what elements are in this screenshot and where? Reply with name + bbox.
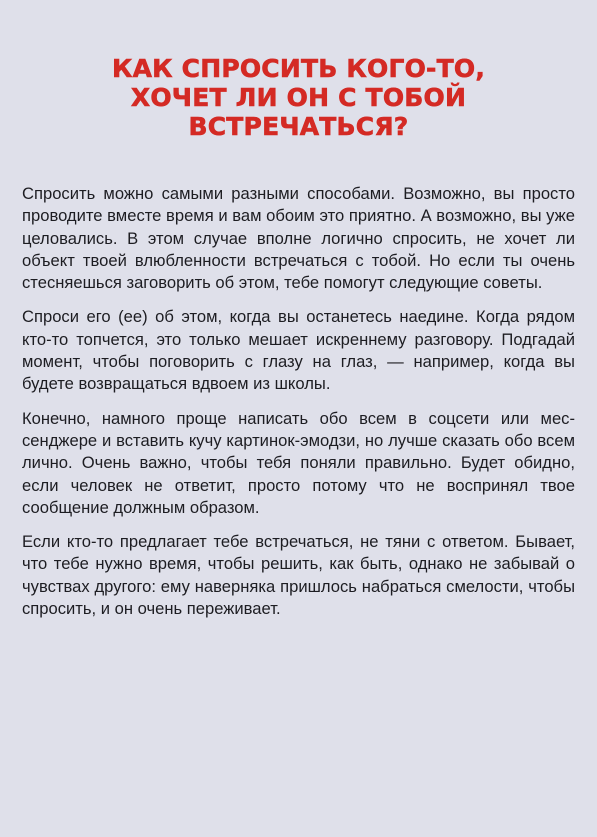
article-title-line-1: КАК СПРОСИТЬ КОГО-ТО, bbox=[111, 54, 486, 83]
article-title-line-2: ХОЧЕТ ЛИ ОН С ТОБОЙ bbox=[130, 83, 467, 112]
paragraph-2: Спроси его (ее) об этом, когда вы останетесь наедине. Когда рядом кто-то топчется, это только мешает искреннему разговору. Подгадай момент, чтобы поговорить с глазу на глаз, — например, когда вы будете возвращаться вдвоем из школы. bbox=[22, 307, 575, 394]
article-title-line-3: ВСТРЕЧАТЬСЯ? bbox=[188, 112, 409, 141]
paragraph-1: Спросить можно самыми разными способами. Возможно, вы просто проводите вместе время и вам обоим это приятно. А возможно, вы уже целовались. В этом случае вполне логично спросить, не хочет ли объект твоей влюбленности встречаться с тобой. Но если ты очень стесняешься заговорить об этом, тебе помогут следующие советы. bbox=[22, 184, 575, 293]
paragraph-4: Если кто-то предлагает тебе встречаться, не тяни с ответом. Бывает, что тебе нужно время, чтобы решить, как быть, однако не забывай о чувствах другого: ему наверняка пришлось набраться смелости, чтобы спросить, и он очень переживает. bbox=[22, 532, 575, 619]
paragraph-3: Конечно, намного проще написать обо всем в соцсети или мессенджере и вставить кучу картинок-эмодзи, но лучше сказать обо всем лично. Очень важно, чтобы тебя поняли правильно. Будет обидно, если человек не ответит, просто потому что не воспринял твое сообщение должным образом. bbox=[22, 408, 575, 517]
article-body bbox=[22, 183, 575, 632]
article-title bbox=[0, 54, 597, 141]
